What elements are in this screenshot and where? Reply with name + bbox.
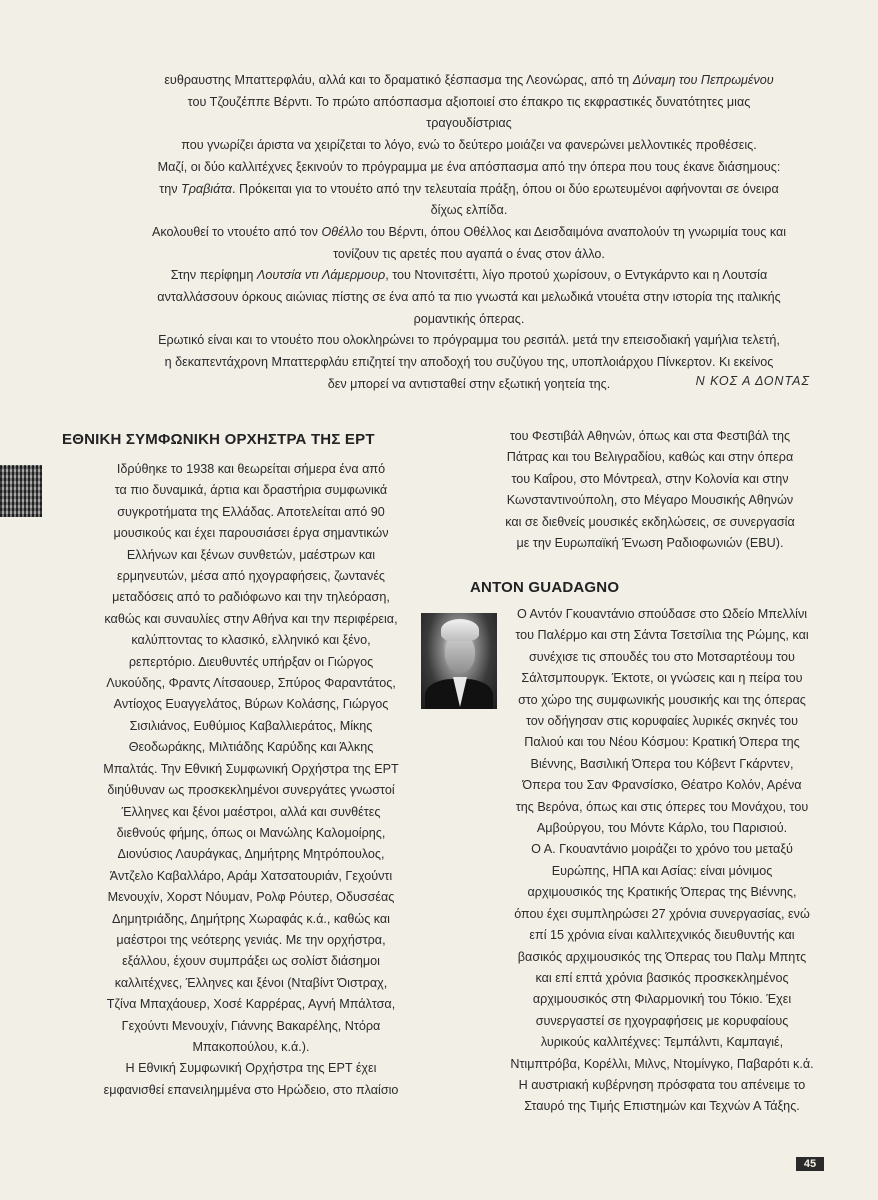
intro-text-segment: που γνωρίζει άριστα να χειρίζεται το λόγο, ενώ το δεύτερο μοιάζει να φανερώνει μελλοντικές προθέσεις.	[181, 138, 757, 153]
guadagno-line: του Παλέρμο και στη Σάντα Τσετσίλια της Ρώμης, και	[515, 628, 809, 643]
guadagno-line: και επί επτά χρόνια βασικός προσκεκλημένος	[535, 970, 789, 985]
orchestra-line: τα πιο δυναμικά, άρτια και δραστήρια συμφωνικά	[114, 483, 388, 498]
orchestra-line: καλύπτοντας το κλασικό, ελληνικό και ξένο,	[131, 633, 371, 648]
orchestra-heading: ΕΘΝΙΚΗ ΣΥΜΦΩΝΙΚΗ ΟΡΧΗΣΤΡΑ ΤΗΣ ΕΡΤ	[62, 431, 375, 448]
orchestra-line: Ιδρύθηκε το 1938 και θεωρείται σήμερα ένα από	[116, 462, 386, 476]
author-signature: Ν ΚΟΣ Α ΔΟΝΤΑΣ	[695, 374, 810, 388]
orchestra-line: διεθνούς φήμης, όπως οι Μανώλης Καλομοίρης,	[116, 825, 386, 840]
intro-text-segment: του Τζουζέππε Βέρντι. Το πρώτο απόσπασμα αξιοποιεί στο έπακρο τις εκφραστικές δυνατότητες μιας τραγουδίστριας	[187, 94, 751, 131]
orchestra-line: Διονύσιος Λαυράγκας, Δημήτρης Μητρόπουλος,	[117, 847, 385, 862]
guadagno-line: βασικός αρχιμουσικός της Όπερας του Παλμ Μπητς	[517, 949, 807, 964]
intro-line	[150, 330, 788, 352]
guadagno-line: αρχιμουσικός στη Φιλαρμονική του Τόκιο. Έχει	[532, 992, 792, 1007]
orchestra-line: διηύθυναν ως προσκεκλημένοι συνεργάτες γνωστοί	[107, 783, 395, 798]
intro-line	[150, 374, 788, 396]
intro-line	[150, 179, 788, 201]
work-title: Δύναμη του Πεπρωμένου	[632, 73, 774, 87]
page-number: 45	[796, 1157, 824, 1171]
guadagno-line: όπου έχει συμπληρώσει 27 χρόνια συνεργασίας, ενώ	[514, 906, 810, 921]
intro-line	[150, 92, 788, 135]
guadagno-line: Ευρώπης, ΗΠΑ και Ασίας: είναι μόνιμος	[551, 863, 773, 878]
orchestra-line: καθώς και συναυλίες στην Αθήνα και την περιφέρεια,	[104, 611, 398, 626]
orchestra-line: εμφανισθεί επανειλημμένα στο Ηρώδειο, στο πλαίσιο	[103, 1082, 399, 1097]
intro-text-segment: δεν μπορεί να αντισταθεί στην εξωτική γοητεία της.	[327, 376, 611, 391]
orchestra-line: του Φεστιβάλ Αθηνών, όπως και στα Φεστιβάλ της	[509, 429, 791, 443]
orchestra-line: Μενουχίν, Χορστ Νόυμαν, Ρολφ Ρόυτερ, Οδυσσέας	[107, 890, 395, 905]
guadagno-line: Σάλτσμπουργκ. Έκτοτε, οι γνώσεις και η πείρα του	[521, 671, 803, 686]
guadagno-line: συνέχισε τις σπουδές του στο Μοτσαρτέουμ του	[529, 649, 795, 664]
intro-line	[150, 200, 788, 222]
orchestra-text-continued	[487, 426, 813, 554]
intro-text-segment: Ακολουθεί το ντουέτο από τον	[151, 224, 322, 239]
orchestra-line: Αντίοχος Ευαγγελάτος, Βύρων Κολάσης, Γιώργος	[113, 697, 389, 712]
intro-line	[150, 157, 788, 179]
guadagno-line: συνεργαστεί σε ηχογραφήσεις με κορυφαίους	[535, 1013, 789, 1028]
guadagno-line: Ο Αντόν Γκουαντάνιο σπούδασε στο Ωδείο Μπελλίνι	[516, 607, 808, 621]
conductor-portrait	[421, 613, 497, 709]
intro-text-segment: τονίζουν τις αρετές που αγαπά ο ένας στον άλλο.	[333, 246, 605, 261]
orchestra-text	[95, 459, 407, 1101]
intro-text-segment: του Βέρντι, όπου Οθέλλος και Δεισδαιμόνα αναπολούν τη γνωριμία τους και	[362, 224, 787, 239]
orchestra-line: Τζίνα Μπαχάουερ, Χοσέ Καρρέρας, Αγνή Μπάλτσα,	[106, 997, 396, 1012]
orchestra-line: Σισιλιάνος, Ευθύμιος Καβαλλιεράτος, Μίκης	[129, 718, 373, 733]
guadagno-line: στο χώρο της συμφωνικής μουσικής και της όπερας	[518, 692, 806, 707]
intro-line	[150, 309, 788, 331]
orchestra-line: καλλιτέχνες, Έλληνες και ξένοι (Νταβίντ Όιστραχ,	[114, 975, 388, 990]
orchestra-line: μαέστροι της νεότερης γενιάς. Με την ορχήστρα,	[116, 932, 386, 947]
work-title: Λουτσία ντι Λάμερμουρ	[256, 268, 386, 283]
orchestra-line: ρεπερτόριο. Διευθυντές υπήρξαν οι Γιώργος	[128, 654, 374, 669]
intro-line	[150, 287, 788, 309]
orchestra-line: Θεοδωράκης, Μιλτιάδης Καρύδης και Άλκης	[128, 740, 374, 755]
intro-text-segment: την	[159, 181, 182, 196]
guadagno-line: τον οδήγησαν στις κορυφαίες λυρικές σκηνές του	[525, 714, 799, 729]
orchestra-line: Η Εθνική Συμφωνική Ορχήστρα της ΕΡΤ έχει	[125, 1061, 377, 1076]
orchestra-line: Δημητριάδης, Δημήτρης Χωραφάς κ.ά., καθώς και	[112, 911, 390, 926]
guadagno-text	[506, 604, 818, 1118]
intro-text-segment: Στην περίφημη	[170, 268, 257, 283]
guadagno-line: της Βερόνα, όπως και στις όπερες του Μονάχου, του	[515, 799, 809, 814]
orchestra-photo	[0, 465, 42, 517]
orchestra-line: Μπακοπούλου, κ.ά.).	[192, 1039, 310, 1054]
orchestra-line: Μπαλτάς. Την Εθνική Συμφωνική Ορχήστρα της ΕΡΤ	[103, 761, 399, 776]
intro-text-segment: Μαζί, οι δύο καλλιτέχνες ξεκινούν το πρόγραμμα με ένα απόσπασμα από την όπερα που τους έκανε διάσημους:	[157, 159, 781, 174]
orchestra-line: ερμηνευτών, μέσα από ηχογραφήσεις, ζωντανές	[117, 569, 385, 584]
guadagno-line: Σταυρό της Τιμής Επιστημών και Τεχνών Α Τάξης.	[524, 1099, 800, 1114]
orchestra-line: με την Ευρωπαϊκή Ένωση Ραδιοφωνιών (EBU).	[516, 536, 784, 551]
guadagno-line: λυρικούς καλλιτέχνες: Τεμπάλντι, Καμπαγιέ,	[540, 1035, 784, 1050]
intro-text-segment: Ερωτικό είναι και το ντουέτο που ολοκληρώνει το πρόγραμμα του ρεσιτάλ. μετά την επεισοδιακή γαμήλια τελετή,	[158, 333, 780, 348]
work-title: Τραβιάτα	[181, 181, 232, 196]
intro-text-segment: δίχως ελπίδα.	[430, 203, 508, 218]
guadagno-heading: ANTON GUADAGNO	[470, 579, 620, 596]
orchestra-line: του Καΐρου, στο Μόντρεαλ, στην Κολονία και στην	[511, 471, 789, 486]
orchestra-line: εξάλλου, έχουν συμπράξει ως σολίστ διάσημοι	[122, 954, 380, 969]
orchestra-line: Άντζελο Καβαλλάρο, Αράμ Χατσατουριάν, Γεχούντι	[109, 868, 393, 883]
intro-text-segment: ρομαντικής όπερας.	[413, 311, 525, 326]
orchestra-line: Γεχούντι Μενουχίν, Γιάννης Βακαρέλης, Ντόρα	[121, 1018, 381, 1033]
intro-line	[150, 70, 788, 92]
intro-text-segment: η δεκαπεντάχρονη Μπαττερφλάυ επιζητεί την αποδοχή του συζύγου της, υποπλοιάρχου Πίνκερτον. Κι εκείνος	[164, 355, 774, 370]
orchestra-line: Έλληνες και ξένοι μαέστροι, αλλά και συνθέτες	[121, 804, 381, 819]
intro-line	[150, 135, 788, 157]
guadagno-line: Αμβούργου, του Μόντε Κάρλο, του Παρισιού.	[536, 821, 788, 836]
orchestra-line: Κωνσταντινούπολη, στο Μέγαρο Μουσικής Αθηνών	[506, 493, 794, 508]
guadagno-line: Όπερα του Σαν Φρανσίσκο, Θέατρο Κολόν, Αρένα	[522, 778, 802, 793]
intro-text-segment: , του Ντονιτσέττι, λίγο προτού χωρίσουν, ο Εντγκάρντο και η Λουτσία	[385, 268, 768, 283]
orchestra-line: Πάτρας και του Βελιγραδίου, καθώς και στην όπερα	[506, 450, 794, 465]
orchestra-line: μουσικούς και έχει παρουσιάσει έργα σημαντικών	[113, 526, 389, 541]
orchestra-line: Λυκούδης, Φραντς Λίτσαουερ, Σπύρος Φαραντάτος,	[106, 676, 396, 691]
intro-text-segment: ευθραυστης Μπαττερφλάυ, αλλά και το δραματικό ξέσπασμα της Λεονώρας, από τη	[164, 73, 633, 87]
intro-text-segment: ανταλλάσσουν όρκους αιώνιας πίστης σε ένα από τα πιο γνωστά και μελωδικά ντουέτα στην ιστορία της ιταλικής	[157, 290, 781, 305]
intro-line	[150, 352, 788, 374]
guadagno-line: Παλιού και του Νέου Κόσμου: Κρατική Όπερα της	[524, 735, 800, 750]
orchestra-line: Ελλήνων και ξένων συνθετών, μαέστρων και	[126, 547, 376, 562]
intro-text	[150, 70, 788, 396]
intro-line	[150, 265, 788, 287]
intro-line	[150, 244, 788, 266]
guadagno-line: αρχιμουσικός της Κρατικής Όπερας της Βιέννης,	[527, 885, 797, 900]
intro-text-segment: . Πρόκειται για το ντουέτο από την τελευταία πράξη, όπου οι δύο ερωτευμένοι αφήνονται σε όνειρα	[232, 181, 779, 196]
guadagno-line: Η αυστριακή κυβέρνηση πρόσφατα του απένειμε το	[518, 1077, 806, 1092]
guadagno-line: Ο Α. Γκουαντάνιο μοιράζει το χρόνο του μεταξύ	[531, 842, 793, 857]
guadagno-line: Βιέννης, Βασιλική Όπερα του Κόβεντ Γκάρντεν,	[530, 756, 794, 771]
guadagno-line: επί 15 χρόνια είναι καλλιτεχνικός διευθυντής και	[529, 928, 795, 943]
guadagno-line: Ντιμπτρόβα, Κορέλλι, Μιλνς, Ντομίνγκο, Παβαρότι κ.ά.	[510, 1056, 814, 1071]
orchestra-line: μεταδόσεις από το ραδιόφωνο και την τηλεόραση,	[112, 590, 390, 605]
orchestra-line: και σε διεθνείς μουσικές εκδηλώσεις, σε συνεργασία	[505, 514, 795, 529]
intro-line	[150, 222, 788, 244]
orchestra-line: συγκροτήματα της Ελλάδας. Αποτελείται από 90	[117, 504, 385, 519]
work-title: Οθέλλο	[321, 224, 363, 239]
